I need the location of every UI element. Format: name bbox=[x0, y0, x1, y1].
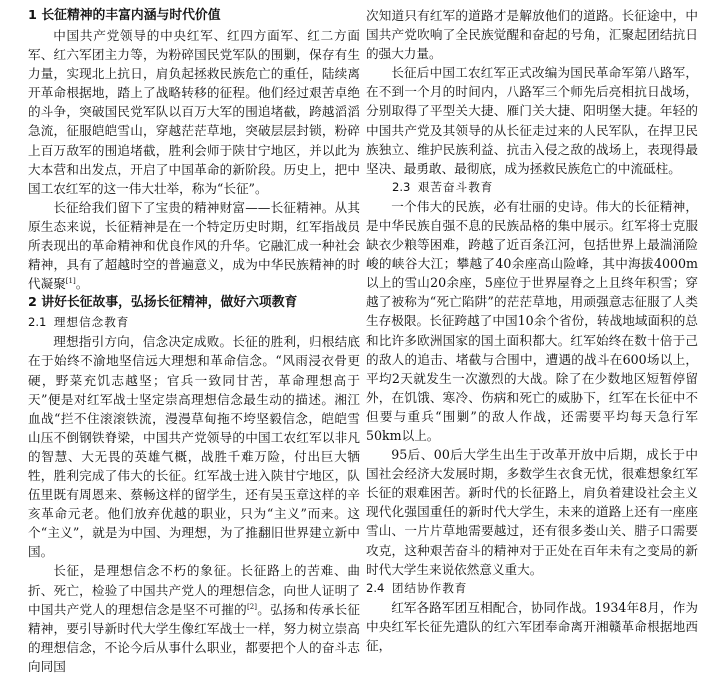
section24-heading bbox=[366, 579, 698, 598]
section1-paragraph-1: 中国共产党领导的中央红军、红四方面军、红二方面军、红六军团主力等，为粉碎国民党军队的围剿，保存有生力量，实现北上抗日，肩负起拯救民族危亡的重任，陆续离开革命根据地，踏上了战略转移的征程。他们经过艰苦卓绝的斗争，突破国民党军队以百万大军的围追堵截，跨越滔滔急流，征服皑皑雪山，穿越茫茫草地，突破层层封锁，粉碎上百万敌军的围追堵截，胜利会师于陕甘宁地区，并以此为大本营和出发点，开启了中国革命的新阶段。历史上，把中国工农红军的这一伟大壮举，称为“长征”。 bbox=[28, 28, 360, 196]
section23-title: 艰苦奋斗教育 bbox=[417, 179, 494, 194]
reference-1[interactable]: [1] bbox=[65, 277, 76, 286]
section21-paragraph-2-end: 。弘扬和传承长征精神，要引导新时代大学生像红军战士一样，努力树立崇高的理想信念，不论今后从事什么职业，都要把个人的奋斗志向同国 bbox=[28, 601, 361, 674]
section1-paragraph-2-text: 长征给我们留下了宝贵的精神财富——长征精神。从其原生态来说，长征精神是在一个特定历史时期，红军指战员所表现出的革命精神和优良作风的升华。它融汇成一种社会精神，具有了超越时空的普遍意义，成为中华民族精神的时代凝聚 bbox=[28, 199, 360, 292]
section21-paragraph-1: 理想指引方向，信念决定成败。长征的胜利，归根结底在于始终不渝地坚信远大理想和革命信念。“风雨浸衣骨更硬，野菜充饥志越坚；官兵一致同甘苦，革命理想高于天”便是对红军战士坚定崇高理想信念最生动的描述。湘江血战“拦不住滚滚铁流，漫漫草甸拖不垮坚毅信念，皑皑雪山压不倒钢铁脊梁，中国共产党领导的中国工农红军以非凡的智慧、大无畏的英雄气概，战胜千难万险，付出巨大牺牲，胜利完成了伟大的长征。红军战士进入陕甘宁地区，队伍里既有周恩来、蔡畅这样的留学生，还有吴玉章这样的辛亥革命元老。他们放弃优越的职业，只为“主义”而来。这个“主义”，就是为中国、为理想，为了推翻旧世界建立新中国。 bbox=[28, 334, 360, 560]
section21-paragraph-2-text: 长征，是理想信念不朽的象征。长征路上的苦难、曲折、死亡，检验了中国共产党人的理想信念，向世人证明了中国共产党人的理想信念是坚不可摧的 bbox=[28, 563, 360, 617]
section1-paragraph-2 bbox=[28, 198, 360, 293]
section24-title: 团结协作教育 bbox=[391, 580, 468, 595]
reference-2[interactable]: [2] bbox=[247, 602, 257, 611]
right-column bbox=[366, 6, 698, 655]
section21-title: 理想信念教育 bbox=[53, 315, 130, 330]
section2-heading: 2 讲好长征故事，弘扬长征精神，做好六项教育 bbox=[28, 295, 298, 311]
section24-paragraph-1: 红军各路军团互相配合，协同作战。1934年8月，作为中央红军长征先遣队的红六军团奉命离开湘赣革命根据地西征， bbox=[366, 599, 698, 653]
eighth-route-army-paragraph: 长征后中国工农红军正式改编为国民革命军第八路军，在不到一个月的时间内，八路军三个师先后亮相抗日战场，分别取得了平型关大捷、雁门关大捷、阳明堡大捷。年轻的中国共产党及其领导的从长征走过来的人民军队，在捍卫民族独立、维护民族利益、抗击入侵之敌的战场上，表现得最坚决、最勇敢、最彻底，成为拯救民族危亡的中流砥柱。 bbox=[366, 65, 698, 176]
section23-paragraph-2: 95后、00后大学生出生于改革开放中后期，成长于中国社会经济大发展时期，多数学生衣食无忧，很难想象红军长征的艰难困苦。新时代的长征路上，肩负着建设社会主义现代化强国重任的新时代大学生，未来的道路上还有一座座雪山、一片片草地需要越过，还有很多娄山关、腊子口需要攻克，这种艰苦奋斗的精神对于正处在百年未有之变局的新时代大学生来说依然意义重大。 bbox=[366, 447, 698, 577]
section21-number: 2.1 bbox=[28, 315, 47, 330]
left-column bbox=[28, 6, 360, 676]
section1-heading: 1 长征精神的丰富内涵与时代价值 bbox=[28, 8, 221, 23]
continued-paragraph: 次知道只有红军的道路才是解放他们的道路。长征途中，中国共产党吹响了全民族觉醒和奋起的号角，汇聚起团结抗日的强大力量。 bbox=[366, 8, 698, 62]
section21-heading bbox=[28, 313, 360, 332]
section1-paragraph-2-end: 。 bbox=[75, 276, 89, 292]
section21-paragraph-2 bbox=[28, 561, 360, 676]
section24-number: 2.4 bbox=[366, 580, 385, 595]
section23-paragraph-1: 一个伟大的民族，必有壮丽的史诗。伟大的长征精神，是中华民族自强不息的民族品格的集中展示。红军将士克服缺衣少粮等困难，跨越了近百条江河，包括世界上最湍涌险峻的峡谷大江；攀越了40余座高山险峰，其中海拔4000m以上的雪山20余座，5座位于世界屋脊之上且终年积雪；穿越了被称为“死亡陷阱”的茫茫草地，用顽强意志征服了人类生存极限。长征跨越了中国10余个省份，转战地域面积的总和比许多欧洲国家的国土面积都大。红军始终在数十倍于己的敌人的追击、堵截与合围中，遭遇的战斗在600场以上，平均2天就发生一次激烈的大战。除了在少数地区短暂停留外，在饥饿、寒冷、伤病和死亡的威胁下，红军在长征中不但要与重兵“围剿”的敌人作战，还需要平均每天急行军50km以上。 bbox=[366, 198, 698, 443]
section23-heading bbox=[366, 178, 698, 197]
section23-number: 2.3 bbox=[392, 179, 411, 194]
